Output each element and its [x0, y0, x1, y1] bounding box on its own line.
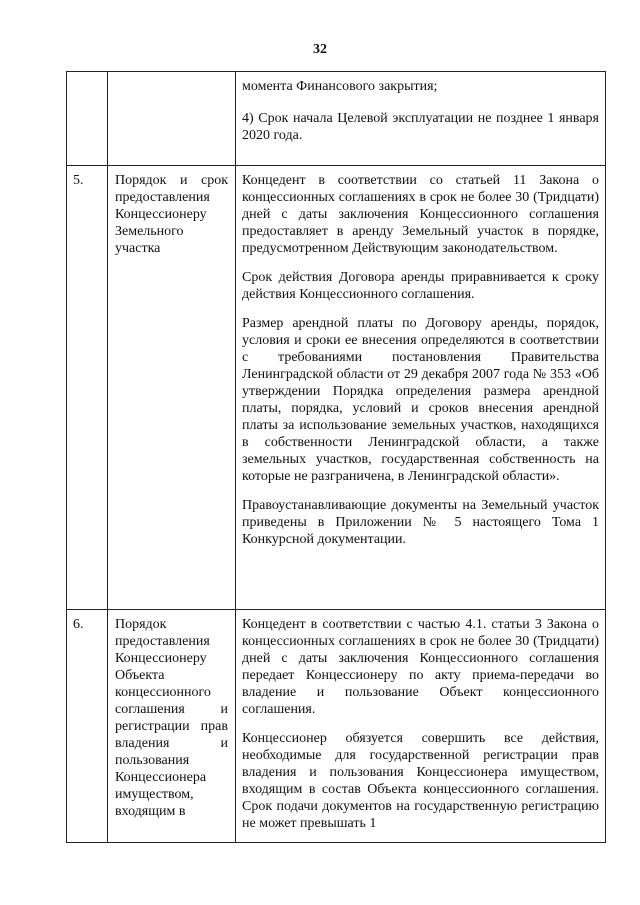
- row-title: Порядок и срок предоставления Концессионеру Земельного участка: [115, 173, 228, 256]
- row-title: Порядок предоставления Концессионеру Объекта концессионного соглашения и регистрации прав владения и пользования Концессионера имуществом, входящим в: [115, 617, 228, 819]
- row-number: 6.: [73, 617, 84, 632]
- row-number-cell: [67, 610, 108, 843]
- row-paragraph: 4) Срок начала Целевой эксплуатации не позднее 1 января 2020 года.: [242, 111, 599, 143]
- row-title-cell: [108, 72, 236, 166]
- table-row: [67, 610, 606, 843]
- row-title-cell: [108, 610, 236, 843]
- row-paragraph: Концедент в соответствии с частью 4.1. статьи 3 Закона о концессионных соглашениях в срок не более 30 (Тридцати) дней с даты заключения Концессионного соглашения передает Концессионеру по акту приема-передачи во владение и пользование Объект концессионного соглашения.: [242, 617, 599, 717]
- row-paragraph: Срок действия Договора аренды приравнивается к сроку действия Концессионного соглашения.: [242, 270, 599, 302]
- row-number: 5.: [73, 173, 84, 188]
- row-number-cell: [67, 166, 108, 610]
- row-paragraph: Концессионер обязуется совершить все действия, необходимые для государственной регистрации прав владения и пользования Концессионера имуществом, входящим в состав Объекта концессионного соглашения. Срок подачи документов на государственную регистрацию не может превышать 1: [242, 731, 599, 831]
- row-paragraph: Размер арендной платы по Договору аренды, порядок, условия и сроки ее внесения определяются в соответствии с требованиями постановления Правительства Ленинградской области от 29 декабря 2007 года № 353 «Об утверждении Порядка определения размера арендной платы, порядка, условий и сроков внесения арендной платы за использование земельных участков, находящихся в собственности Ленинградской области, а также земельных участков, государственная собственность на которые не разграничена, в Ленинградской области».: [242, 316, 599, 484]
- table-row: [67, 166, 606, 610]
- table-row: [67, 72, 606, 166]
- row-number: [67, 72, 107, 78]
- row-title: [108, 72, 235, 78]
- page-number: 32: [313, 42, 327, 57]
- row-paragraph: момента Финансового закрытия;: [242, 79, 438, 94]
- row-content-cell: [236, 166, 606, 610]
- conditions-table: [66, 71, 606, 843]
- row-content-cell: [236, 72, 606, 166]
- row-paragraph: Концедент в соответствии со статьей 11 Закона о концессионных соглашениях в срок не более 30 (Тридцати) дней с даты заключения Концессионного соглашения предоставляет в аренду Земельный участок в порядке, предусмотренном Действующим законодательством.: [242, 173, 599, 256]
- row-title-cell: [108, 166, 236, 610]
- row-number-cell: [67, 72, 108, 166]
- row-content-cell: [236, 610, 606, 843]
- row-paragraph: Правоустанавливающие документы на Земельный участок приведены в Приложении № 5 настоящего Тома 1 Конкурсной документации.: [242, 498, 599, 547]
